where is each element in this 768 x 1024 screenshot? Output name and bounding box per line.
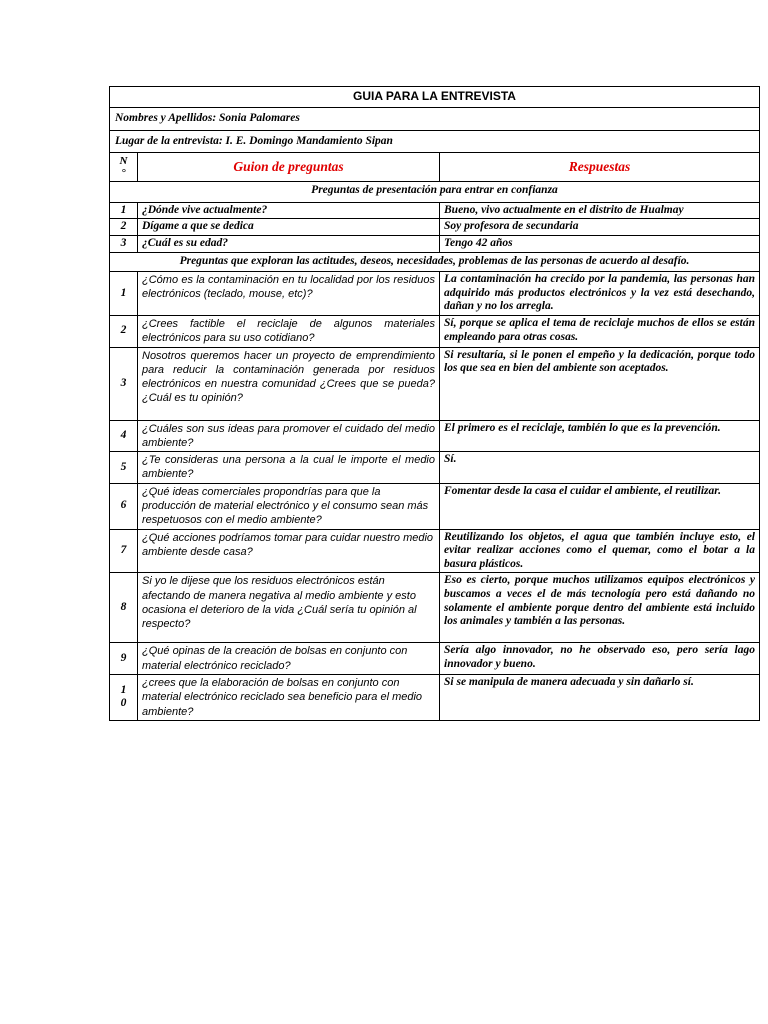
interviewee-name: Nombres y Apellidos: Sonia Palomares <box>110 108 760 131</box>
table-row <box>110 347 760 420</box>
row-number: 8 <box>110 573 138 643</box>
table-row <box>110 483 760 529</box>
row-number-line2: 0 <box>120 697 127 710</box>
answer-cell: La contaminación ha crecido por la pandemia, las personas han adquirido más productos electrónicos y la vez está desechando, dañan y no los arregla. <box>440 272 760 316</box>
answer-cell: Sí, porque se aplica el tema de reciclaje muchos de ellos se están empleando para otras cosas. <box>440 315 760 347</box>
questions-header: Guion de preguntas <box>138 153 440 182</box>
question-cell: ¿Qué ideas comerciales propondrías para que la producción de material electrónico y el consumo sean más respetuosos con el medio ambiente? <box>138 483 440 529</box>
answer-cell: Sí. <box>440 452 760 484</box>
names-row <box>110 108 760 131</box>
answer-cell: Sería algo innovador, no he observado eso, pero sería lago innovador y bueno. <box>440 643 760 675</box>
row-number: 6 <box>110 483 138 529</box>
row-number: 4 <box>110 420 138 452</box>
question-cell: ¿Qué opinas de la creación de bolsas en conjunto con material electrónico reciclado? <box>138 643 440 675</box>
answer-cell: Soy profesora de secundaria <box>440 219 760 236</box>
interview-guide-document <box>109 86 759 721</box>
table-row <box>110 420 760 452</box>
row-number: 2 <box>110 219 138 236</box>
interview-place: Lugar de la entrevista: I. E. Domingo Mandamiento Sipan <box>110 130 760 153</box>
row-number: 7 <box>110 529 138 573</box>
document-title: GUIA PARA LA ENTREVISTA <box>110 87 760 108</box>
table-row <box>110 529 760 573</box>
answer-cell: Fomentar desde la casa el cuidar el ambiente, el reutilizar. <box>440 483 760 529</box>
header-row <box>110 153 760 182</box>
section-row <box>110 182 760 203</box>
question-cell: ¿Te consideras una persona a la cual le importe el medio ambiente? <box>138 452 440 484</box>
table-row <box>110 315 760 347</box>
interview-table <box>109 86 760 721</box>
table-row <box>110 219 760 236</box>
answer-cell: Reutilizando los objetos, el agua que también incluye esto, el evitar realizar acciones como el quemar, como el botar a la basura plásticos. <box>440 529 760 573</box>
row-number: 1 <box>110 272 138 316</box>
answers-header: Respuestas <box>440 153 760 182</box>
table-row <box>110 452 760 484</box>
table-row <box>110 235 760 252</box>
row-number: 5 <box>110 452 138 484</box>
table-row <box>110 272 760 316</box>
row-number: 3 <box>110 235 138 252</box>
question-cell: ¿Cuáles son sus ideas para promover el cuidado del medio ambiente? <box>138 420 440 452</box>
row-number <box>110 674 138 720</box>
question-cell: ¿Cómo es la contaminación en tu localidad por los residuos electrónicos (teclado, mouse, etc)? <box>138 272 440 316</box>
number-header-line1: N <box>119 155 128 168</box>
question-cell: ¿Crees factible el reciclaje de algunos materiales electrónicos para su uso cotidiano? <box>138 315 440 347</box>
question-cell: ¿Cuál es su edad? <box>138 235 440 252</box>
answer-cell: Si se manipula de manera adecuada y sin dañarlo sí. <box>440 674 760 720</box>
row-number: 2 <box>110 315 138 347</box>
number-header-line2: ° <box>121 167 126 180</box>
question-cell: ¿Dónde vive actualmente? <box>138 202 440 219</box>
question-cell: ¿crees que la elaboración de bolsas en conjunto con material electrónico reciclado sea beneficio para el medio ambiente? <box>138 674 440 720</box>
table-row <box>110 674 760 720</box>
question-cell: Si yo le dijese que los residuos electrónicos están afectando de manera negativa al medio ambiente y esto ocasiona el deterioro de la vida ¿Cuál sería tu opinión al respecto? <box>138 573 440 643</box>
answer-cell: Si resultaría, si le ponen el empeño y la dedicación, porque todo los que sea en bien del ambiente son aceptados. <box>440 347 760 420</box>
row-number: 1 <box>110 202 138 219</box>
table-row <box>110 202 760 219</box>
answer-cell: Tengo 42 años <box>440 235 760 252</box>
title-row <box>110 87 760 108</box>
question-cell: Nosotros queremos hacer un proyecto de emprendimiento para reducir la contaminación generada por residuos electrónicos en nuestra comunidad ¿Crees que se pueda? ¿Cuál es tu opinión? <box>138 347 440 420</box>
section-row <box>110 252 760 272</box>
answer-cell: Eso es cierto, porque muchos utilizamos equipos electrónicos y buscamos a veces el de más tecnología pero está dañando no solamente el ambiente porque dentro del ambiente está incluido los animales y también a las personas. <box>440 573 760 643</box>
section1-title: Preguntas de presentación para entrar en confianza <box>110 182 760 203</box>
row-number-line1: 1 <box>120 683 127 696</box>
place-row <box>110 130 760 153</box>
number-header <box>110 153 138 182</box>
row-number: 3 <box>110 347 138 420</box>
table-row <box>110 643 760 675</box>
section2-title: Preguntas que exploran las actitudes, deseos, necesidades, problemas de las personas de acuerdo al desafío. <box>110 252 760 272</box>
table-row <box>110 573 760 643</box>
answer-cell: Bueno, vivo actualmente en el distrito de Hualmay <box>440 202 760 219</box>
question-cell: ¿Qué acciones podríamos tomar para cuidar nuestro medio ambiente desde casa? <box>138 529 440 573</box>
row-number: 9 <box>110 643 138 675</box>
question-cell: Dígame a que se dedica <box>138 219 440 236</box>
answer-cell: El primero es el reciclaje, también lo que es la prevención. <box>440 420 760 452</box>
